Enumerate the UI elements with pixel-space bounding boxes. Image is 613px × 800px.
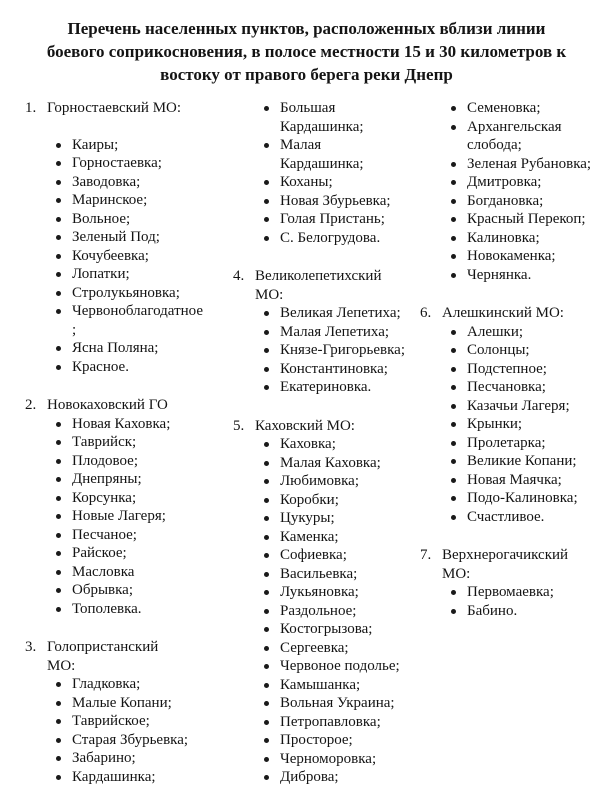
- section-heading-row: [25, 99, 208, 118]
- bullet-icon: [263, 136, 280, 173]
- list-item: [263, 304, 408, 323]
- list-item-text: Раздольное;: [280, 602, 357, 619]
- list-item-text: Ясна Поляна;: [72, 340, 159, 356]
- list-item-text: Большая Кардашинка;: [280, 100, 364, 135]
- bullet-icon: [450, 434, 467, 453]
- list-item: [55, 544, 208, 563]
- list-item: [450, 489, 613, 508]
- list-item-text: Корсунка;: [72, 489, 137, 506]
- bullet-icon: [263, 378, 280, 397]
- bullet-icon: [55, 675, 72, 694]
- list-item-text: Малые Копани;: [72, 694, 172, 711]
- list-item-text: Чернянка.: [467, 266, 532, 283]
- list-item-text: Каховка;: [280, 436, 336, 452]
- list-item: [263, 528, 408, 547]
- item-list: [420, 99, 613, 284]
- column-1: [0, 99, 208, 787]
- list-item: [450, 397, 613, 416]
- section-heading-row: [420, 546, 613, 583]
- bullet-icon: [55, 265, 72, 284]
- bullet-icon: [450, 118, 467, 155]
- list-item: [55, 507, 208, 526]
- list-item-text: Малая Каховка;: [280, 454, 381, 471]
- list-item-text: Каиры;: [72, 136, 119, 153]
- list-item-text: Диброва;: [280, 769, 339, 785]
- bullet-icon: [55, 452, 72, 471]
- list-item: [450, 323, 613, 342]
- list-item: [55, 339, 208, 358]
- list-item: [263, 583, 408, 602]
- bullet-icon: [55, 563, 72, 582]
- list-item-text: Зеленая Рубановка;: [467, 155, 592, 172]
- list-item: [450, 229, 613, 248]
- list-item: [263, 323, 408, 342]
- bullet-icon: [450, 602, 467, 621]
- bullet-icon: [450, 452, 467, 471]
- section-number: 6.: [420, 305, 432, 321]
- list-item-text: Казачьи Лагеря;: [467, 397, 570, 414]
- bullet-icon: [55, 247, 72, 266]
- list-item-text: Новая Збурьевка;: [280, 192, 391, 209]
- list-item: [450, 508, 613, 527]
- list-item-text: Таврийск;: [72, 434, 137, 450]
- bullet-icon: [263, 731, 280, 750]
- section-number: 4.: [233, 268, 245, 284]
- item-list: [233, 99, 408, 247]
- section-heading-row: [233, 417, 408, 436]
- bullet-icon: [263, 528, 280, 547]
- list-item: [263, 173, 408, 192]
- list-item-text: Червоное подолье;: [280, 658, 400, 674]
- list-item: [55, 470, 208, 489]
- list-item-text: Алешки;: [467, 323, 524, 340]
- list-item: [55, 415, 208, 434]
- bullet-icon: [450, 508, 467, 527]
- bullet-icon: [450, 155, 467, 174]
- section-continuation: [233, 99, 408, 247]
- list-item: [263, 509, 408, 528]
- bullet-icon: [55, 470, 72, 489]
- list-item-text: Новокаменка;: [467, 248, 556, 264]
- bullet-icon: [263, 341, 280, 360]
- list-item: [55, 694, 208, 713]
- list-item: [55, 154, 208, 173]
- list-item: [263, 602, 408, 621]
- item-list: [233, 304, 408, 397]
- bullet-icon: [55, 210, 72, 229]
- section-number: 5.: [233, 417, 245, 434]
- list-item-text: Сергеевка;: [280, 639, 349, 656]
- list-item-text: Горностаевка;: [72, 155, 162, 171]
- list-item: [450, 210, 613, 229]
- list-item-text: Любимовка;: [280, 473, 359, 489]
- list-item-text: Дмитровка;: [467, 174, 542, 190]
- bullet-icon: [55, 600, 72, 619]
- bullet-icon: [263, 583, 280, 602]
- section-number: 2.: [25, 397, 37, 413]
- list-item: [450, 415, 613, 434]
- list-item-text: Таврийское;: [72, 713, 150, 729]
- list-item: [450, 266, 613, 285]
- list-item-text: Цукуры;: [280, 510, 335, 526]
- bullet-icon: [450, 583, 467, 602]
- list-item-text: Голая Пристань;: [280, 211, 385, 227]
- bullet-icon: [263, 713, 280, 732]
- bullet-icon: [263, 229, 280, 248]
- bullet-icon: [450, 266, 467, 285]
- list-item-text: Малая Кардашинка;: [280, 137, 364, 172]
- bullet-icon: [263, 602, 280, 621]
- list-item-text: Новая Каховка;: [72, 415, 171, 432]
- list-item-text: Черноморовка;: [280, 750, 377, 767]
- list-item: [450, 192, 613, 211]
- section: [420, 546, 613, 620]
- bullet-icon: [263, 173, 280, 192]
- bullet-icon: [263, 565, 280, 584]
- list-item-text: Подо-Калиновка;: [467, 490, 578, 506]
- bullet-icon: [450, 210, 467, 229]
- list-item: [55, 433, 208, 452]
- section-title: Голопристанский МО:: [47, 639, 159, 674]
- bullet-icon: [55, 749, 72, 768]
- bullet-icon: [55, 302, 72, 339]
- section-title: Великолепетихский МО:: [255, 268, 382, 303]
- list-item-text: Новые Лагеря;: [72, 508, 166, 524]
- list-item-text: Тополевка.: [72, 600, 142, 617]
- list-item: [55, 600, 208, 619]
- bullet-icon: [55, 544, 72, 563]
- list-item-text: Забарино;: [72, 750, 136, 766]
- list-item: [263, 378, 408, 397]
- section-title: Горностаевский МО:: [47, 100, 182, 116]
- section-heading-row: [420, 304, 613, 323]
- list-item-text: Заводовка;: [72, 173, 141, 190]
- section-title: Алешкинский МО:: [442, 305, 564, 321]
- bullet-icon: [55, 154, 72, 173]
- list-item-text: Маринское;: [72, 192, 148, 208]
- list-item: [55, 768, 208, 787]
- list-item: [55, 452, 208, 471]
- bullet-icon: [263, 768, 280, 787]
- list-item: [55, 731, 208, 750]
- list-item-text: Петропавловка;: [280, 713, 381, 730]
- list-item-text: Червоноблагодатное;: [72, 303, 203, 338]
- list-item-text: Калиновка;: [467, 229, 540, 246]
- list-item: [263, 639, 408, 658]
- section: [233, 417, 408, 787]
- item-list: [233, 435, 408, 787]
- bullet-icon: [263, 472, 280, 491]
- list-item: [55, 712, 208, 731]
- bullet-icon: [450, 397, 467, 416]
- list-item-text: Райское;: [72, 545, 127, 561]
- bullet-icon: [55, 415, 72, 434]
- list-item-text: Плодовое;: [72, 452, 139, 469]
- list-item: [263, 565, 408, 584]
- bullet-icon: [263, 750, 280, 769]
- list-item-text: Князе-Григорьевка;: [280, 342, 406, 358]
- list-item: [263, 210, 408, 229]
- list-item: [55, 563, 208, 582]
- bullet-icon: [263, 491, 280, 510]
- bullet-icon: [450, 341, 467, 360]
- bullet-icon: [263, 546, 280, 565]
- list-item: [450, 173, 613, 192]
- bullet-icon: [263, 657, 280, 676]
- list-item-text: Васильевка;: [280, 565, 358, 582]
- list-item-text: Обрывка;: [72, 582, 134, 598]
- bullet-icon: [450, 192, 467, 211]
- list-item: [55, 228, 208, 247]
- list-item: [450, 471, 613, 490]
- list-item-text: Вольное;: [72, 210, 131, 227]
- column-3: [408, 99, 613, 787]
- list-item: [263, 491, 408, 510]
- list-item: [55, 247, 208, 266]
- list-item-text: Счастливое.: [467, 508, 545, 525]
- bullet-icon: [55, 284, 72, 303]
- bullet-icon: [263, 454, 280, 473]
- bullet-icon: [55, 768, 72, 787]
- bullet-icon: [55, 489, 72, 508]
- bullet-icon: [55, 173, 72, 192]
- list-item-text: Архангельская слобода;: [467, 118, 562, 153]
- list-item: [263, 657, 408, 676]
- list-item-text: Камышанка;: [280, 676, 361, 693]
- bullet-icon: [55, 191, 72, 210]
- list-item-text: Вольная Украина;: [280, 695, 395, 711]
- list-item-text: Гладковка;: [72, 676, 141, 692]
- item-list: [25, 415, 208, 619]
- list-item: [263, 360, 408, 379]
- section: [420, 304, 613, 526]
- list-item-text: Днепряны;: [72, 471, 142, 487]
- section-title: Верхнерогачикский МО:: [442, 547, 569, 582]
- list-item: [55, 210, 208, 229]
- section-heading-row: [233, 267, 408, 304]
- section: [25, 396, 208, 618]
- section: [25, 99, 208, 376]
- bullet-icon: [263, 509, 280, 528]
- bullet-icon: [263, 360, 280, 379]
- list-item: [55, 136, 208, 155]
- list-item: [450, 602, 613, 621]
- bullet-icon: [263, 192, 280, 211]
- list-item-text: Пролетарка;: [467, 434, 546, 451]
- item-list: [25, 136, 208, 377]
- list-item: [450, 118, 613, 155]
- list-item: [450, 434, 613, 453]
- bullet-icon: [55, 433, 72, 452]
- bullet-icon: [450, 99, 467, 118]
- bullet-icon: [450, 360, 467, 379]
- list-item: [55, 526, 208, 545]
- list-item-text: Великая Лепетиха;: [280, 305, 401, 321]
- list-item: [55, 265, 208, 284]
- item-list: [420, 323, 613, 527]
- list-item-text: Константиновка;: [280, 360, 388, 377]
- bullet-icon: [263, 639, 280, 658]
- list-item-text: Первомаевка;: [467, 584, 554, 600]
- list-item-text: Красное.: [72, 358, 129, 375]
- list-item: [450, 378, 613, 397]
- list-item: [55, 489, 208, 508]
- list-item-text: Малая Лепетиха;: [280, 323, 390, 340]
- list-item: [263, 620, 408, 639]
- list-item: [263, 546, 408, 565]
- list-item-text: Бабино.: [467, 602, 518, 619]
- bullet-icon: [263, 99, 280, 136]
- list-item-text: Лопатки;: [72, 266, 130, 282]
- list-item: [450, 583, 613, 602]
- bullet-icon: [55, 694, 72, 713]
- bullet-icon: [450, 229, 467, 248]
- list-item-text: Зеленый Под;: [72, 229, 160, 245]
- list-item: [263, 192, 408, 211]
- column-2: [208, 99, 408, 787]
- section-title: Новокаховский ГО: [47, 397, 168, 413]
- bullet-icon: [263, 694, 280, 713]
- bullet-icon: [263, 304, 280, 323]
- list-item: [263, 99, 408, 136]
- bullet-icon: [450, 489, 467, 508]
- bullet-icon: [450, 247, 467, 266]
- item-list: [420, 583, 613, 620]
- bullet-icon: [450, 323, 467, 342]
- bullet-icon: [55, 507, 72, 526]
- list-item: [55, 284, 208, 303]
- bullet-icon: [55, 712, 72, 731]
- item-list: [25, 675, 208, 786]
- list-item-text: С. Белогрудова.: [280, 229, 381, 246]
- list-item: [55, 302, 208, 339]
- bullet-icon: [55, 339, 72, 358]
- list-item-text: Песчаное;: [72, 526, 137, 543]
- list-item: [450, 452, 613, 471]
- list-item-text: Софиевка;: [280, 547, 347, 563]
- columns-container: [0, 99, 613, 787]
- list-item: [55, 173, 208, 192]
- bullet-icon: [450, 378, 467, 397]
- list-item: [263, 731, 408, 750]
- list-item-text: Лукьяновка;: [280, 584, 359, 600]
- list-item: [263, 229, 408, 248]
- bullet-icon: [263, 435, 280, 454]
- list-item: [55, 749, 208, 768]
- list-item: [263, 750, 408, 769]
- list-item: [55, 675, 208, 694]
- list-item: [263, 341, 408, 360]
- section: [25, 638, 208, 786]
- section-heading-row: [25, 396, 208, 415]
- section-number: 7.: [420, 547, 432, 563]
- section-continuation: [420, 99, 613, 284]
- list-item-text: Коробки;: [280, 491, 339, 508]
- section-number: 3.: [25, 639, 37, 655]
- list-item: [55, 358, 208, 377]
- bullet-icon: [55, 526, 72, 545]
- list-item: [55, 191, 208, 210]
- list-item: [263, 694, 408, 713]
- section-number: 1.: [25, 100, 37, 116]
- list-item: [450, 99, 613, 118]
- list-item: [263, 454, 408, 473]
- bullet-icon: [263, 676, 280, 695]
- section-title: Каховский МО:: [255, 417, 355, 434]
- list-item: [263, 472, 408, 491]
- bullet-icon: [450, 471, 467, 490]
- bullet-icon: [263, 620, 280, 639]
- bullet-icon: [450, 173, 467, 192]
- list-item-text: Каменка;: [280, 528, 339, 545]
- list-item: [263, 435, 408, 454]
- bullet-icon: [55, 581, 72, 600]
- list-item: [450, 360, 613, 379]
- list-item-text: Семеновка;: [467, 100, 541, 116]
- section: [233, 267, 408, 397]
- list-item: [263, 768, 408, 787]
- list-item-text: Стролукьяновка;: [72, 284, 180, 301]
- bullet-icon: [450, 415, 467, 434]
- list-item-text: Кочубеевка;: [72, 247, 149, 264]
- list-item-text: Коханы;: [280, 174, 333, 190]
- list-item-text: Масловка: [72, 563, 135, 580]
- bullet-icon: [55, 136, 72, 155]
- list-item-text: Екатериновка.: [280, 379, 372, 395]
- list-item-text: Новая Маячка;: [467, 471, 562, 488]
- list-item-text: Крынки;: [467, 416, 523, 432]
- list-item-text: Просторое;: [280, 732, 353, 748]
- list-item-text: Красный Перекоп;: [467, 211, 586, 227]
- list-item-text: Песчановка;: [467, 379, 546, 395]
- list-item: [450, 155, 613, 174]
- list-item: [263, 676, 408, 695]
- section-heading-row: [25, 638, 208, 675]
- list-item: [263, 136, 408, 173]
- list-item: [55, 581, 208, 600]
- list-item-text: Богдановка;: [467, 192, 544, 209]
- list-item: [450, 247, 613, 266]
- list-item-text: Костогрызова;: [280, 621, 373, 637]
- list-item: [263, 713, 408, 732]
- list-item: [450, 341, 613, 360]
- list-item-text: Великие Копани;: [467, 453, 577, 469]
- bullet-icon: [263, 323, 280, 342]
- bullet-icon: [55, 358, 72, 377]
- list-item-text: Подстепное;: [467, 360, 547, 377]
- bullet-icon: [55, 228, 72, 247]
- bullet-icon: [55, 731, 72, 750]
- list-item-text: Старая Збурьевка;: [72, 731, 189, 748]
- document-title: Перечень населенных пунктов, расположенных вблизи линии боевого соприкосновения, в полосе местности 15 и 30 километров к востоку от правого берега реки Днепр: [46, 19, 567, 84]
- list-item-text: Солонцы;: [467, 342, 530, 358]
- list-item-text: Кардашинка;: [72, 768, 156, 785]
- bullet-icon: [263, 210, 280, 229]
